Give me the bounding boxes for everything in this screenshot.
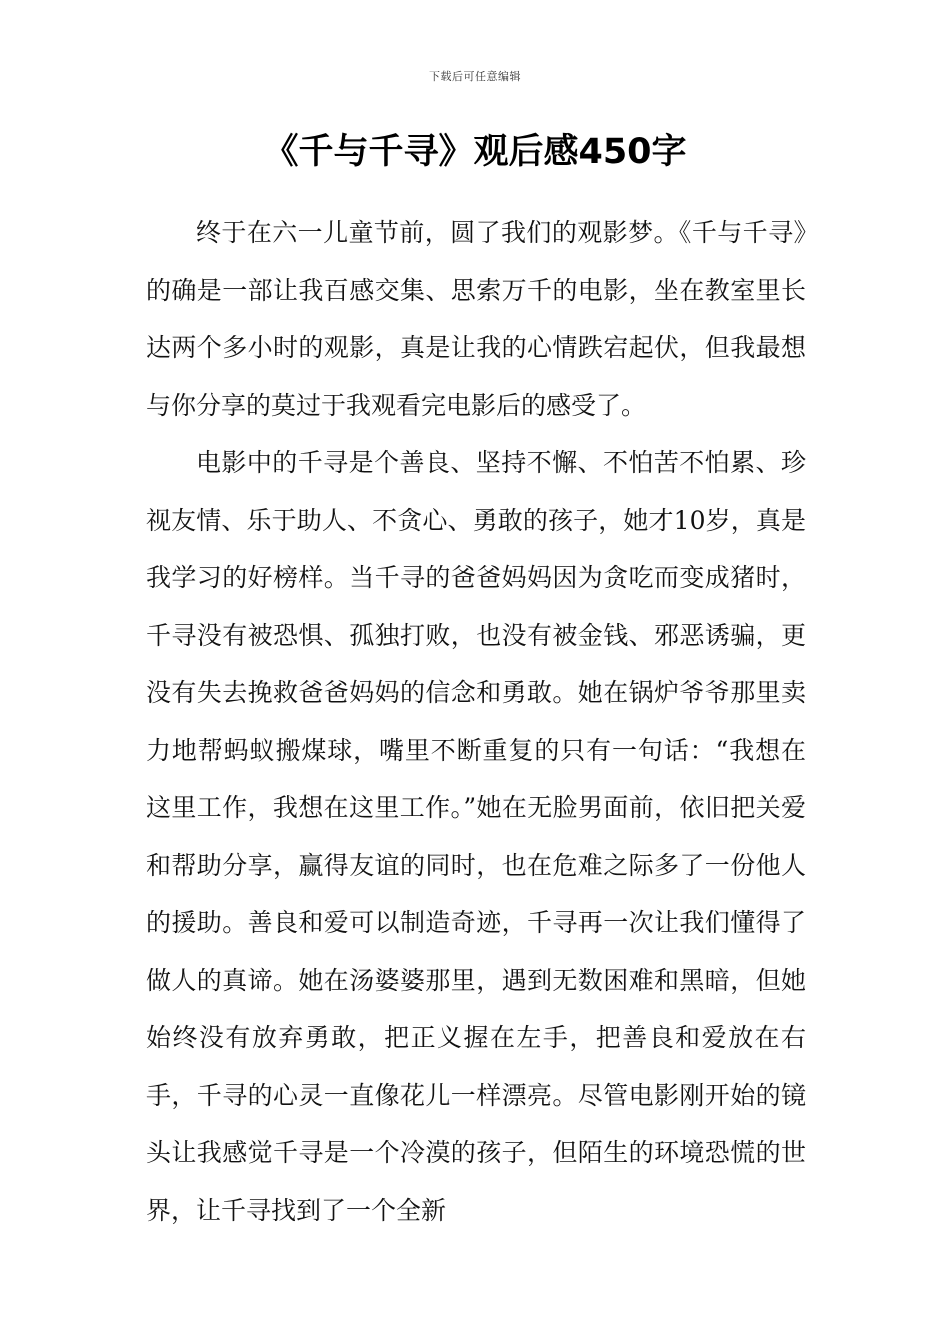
paragraph-1: 终于在六一儿童节前，圆了我们的观影梦。《千与千寻》的确是一部让我百感交集、思索万千的电影，坐在教室里长达两个多小时的观影，真是让我的心情跌宕起伏，但我最想与你分享的莫过于我观看完电影后的感受了。 [146, 218, 806, 420]
document-body [146, 204, 806, 1239]
document-title: 《千与千寻》观后感450字 [263, 132, 687, 172]
paragraph-2: 电影中的千寻是个善良、坚持不懈、不怕苦不怕累、珍视友情、乐于助人、不贪心、勇敢的孩子，她才10岁，真是我学习的好榜样。当千寻的爸爸妈妈因为贪吃而变成猪时，千寻没有被恐惧、孤独打败，也没有被金钱、邪恶诱骗，更没有失去挽救爸爸妈妈的信念和勇敢。她在锅炉爷爷那里卖力地帮蚂蚁搬煤球，嘴里不断重复的只有一句话：“我想在这里工作，我想在这里工作。”她在无脸男面前，依旧把关爱和帮助分享，赢得友谊的同时，也在危难之际多了一份他人的援助。善良和爱可以制造奇迹，千寻再一次让我们懂得了做人的真谛。她在汤婆婆那里，遇到无数困难和黑暗，但她始终没有放弃勇敢，把正义握在左手，把善良和爱放在右手，千寻的心灵一直像花儿一样漂亮。尽管电影刚开始的镜头让我感觉千寻是一个冷漠的孩子，但陌生的环境恐慌的世界，让千寻找到了一个全新 [146, 448, 806, 1225]
header-note: 下载后可任意编辑 [429, 70, 521, 83]
